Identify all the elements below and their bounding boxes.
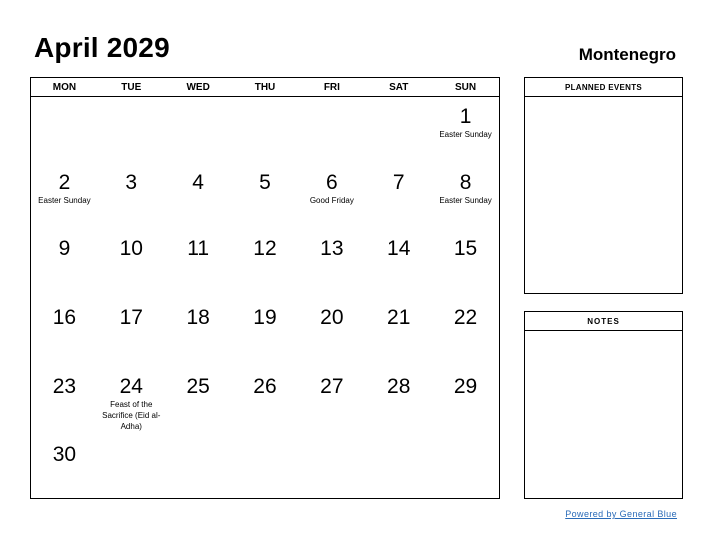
day-number: 14	[387, 237, 411, 260]
day-cell	[298, 376, 365, 397]
day-number: 11	[187, 237, 210, 260]
day-cell	[165, 238, 232, 259]
weekday-mon: MON	[52, 82, 77, 93]
holiday-label: Easter Sunday	[38, 196, 91, 205]
day-cell	[432, 172, 499, 206]
day-number: 1	[459, 105, 472, 128]
day-cell	[232, 238, 299, 259]
day-number: 19	[253, 306, 277, 329]
day-number: 17	[119, 306, 143, 329]
weekday-thu: THU	[254, 82, 276, 93]
weekday-sun: SUN	[455, 82, 477, 93]
day-cell	[165, 172, 232, 193]
day-number: 5	[259, 171, 271, 194]
day-number: 21	[387, 306, 411, 329]
weekday-fri: FRI	[323, 82, 340, 93]
holiday-label: Easter Sunday	[439, 130, 492, 139]
calendar	[30, 77, 500, 499]
holiday-label: Feast of the Sacrifice (Eid al-Adha)	[102, 400, 161, 431]
day-cell	[298, 172, 365, 206]
notes-panel	[524, 311, 683, 499]
holiday-label: Easter Sunday	[439, 196, 492, 205]
day-cell	[98, 376, 165, 432]
country-label: Montenegro	[578, 45, 676, 64]
day-cell	[31, 376, 98, 397]
weekday-wed: WED	[186, 82, 210, 93]
planned-events-title: PLANNED EVENTS	[525, 78, 682, 97]
day-number: 6	[326, 171, 338, 194]
weekday-sat: SAT	[389, 82, 409, 93]
day-number: 27	[320, 375, 344, 398]
day-cell	[232, 172, 299, 193]
notes-title: NOTES	[525, 312, 682, 331]
day-number: 18	[186, 306, 210, 329]
day-cell	[365, 172, 432, 193]
day-cell	[432, 376, 499, 397]
day-cell	[165, 307, 232, 328]
day-cell	[432, 238, 499, 259]
day-number: 3	[125, 171, 138, 194]
day-number: 4	[192, 171, 204, 194]
weekday-header	[31, 78, 499, 97]
day-number: 29	[453, 375, 478, 398]
day-cell	[232, 307, 299, 328]
day-number: 24	[119, 375, 143, 398]
day-cell	[365, 307, 432, 328]
day-number: 15	[453, 237, 478, 260]
day-number: 23	[52, 375, 77, 398]
day-number: 13	[320, 237, 344, 260]
day-cell	[31, 307, 98, 328]
day-cell	[432, 106, 499, 140]
day-cell	[31, 444, 98, 465]
day-number: 2	[58, 171, 71, 194]
day-cell	[98, 238, 165, 259]
day-cell	[98, 172, 165, 193]
day-number: 28	[387, 375, 411, 398]
day-number: 8	[459, 171, 472, 194]
day-number: 16	[52, 306, 77, 329]
day-number: 25	[186, 375, 210, 398]
day-number: 20	[320, 306, 344, 329]
day-cell	[365, 376, 432, 397]
calendar-grid	[31, 98, 499, 498]
day-cell	[298, 307, 365, 328]
day-number: 12	[253, 237, 277, 260]
day-cell	[165, 376, 232, 397]
day-cell	[298, 238, 365, 259]
weekday-tue: TUE	[121, 82, 142, 93]
day-cell	[432, 307, 499, 328]
day-number: 9	[58, 237, 71, 260]
day-cell	[31, 238, 98, 259]
powered-by-link[interactable]: Powered by General Blue	[565, 509, 677, 519]
day-number: 30	[52, 443, 77, 466]
day-cell	[365, 238, 432, 259]
day-cell	[31, 172, 98, 206]
holiday-label: Good Friday	[309, 196, 354, 205]
day-number: 7	[392, 171, 405, 194]
planned-events-panel	[524, 77, 683, 294]
day-number: 10	[119, 237, 143, 260]
page-title: April 2029	[34, 32, 170, 63]
day-cell	[98, 307, 165, 328]
day-cell	[232, 376, 299, 397]
day-number: 22	[453, 306, 478, 329]
day-number: 26	[253, 375, 277, 398]
